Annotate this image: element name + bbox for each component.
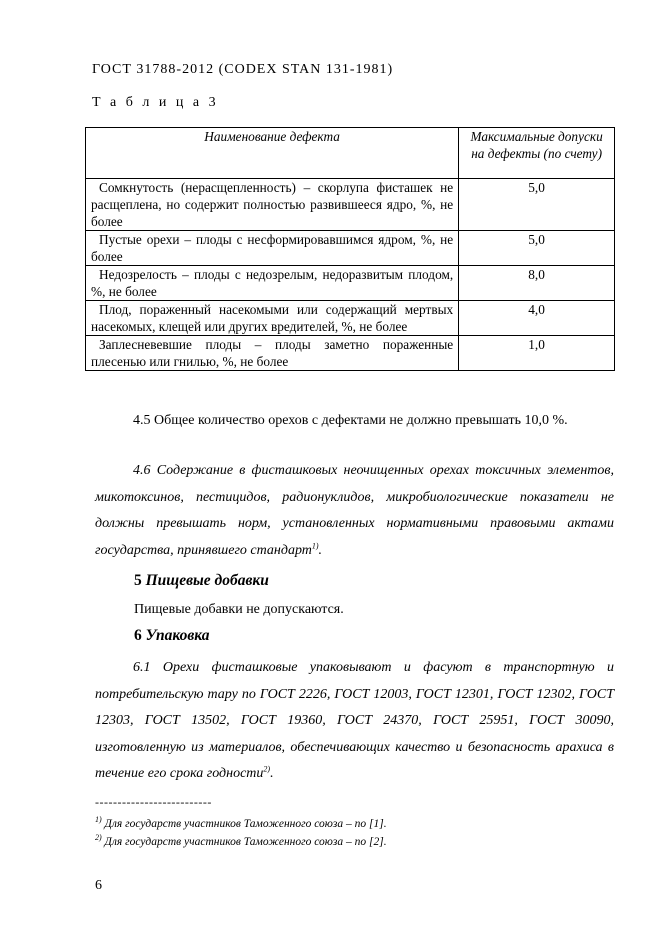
table-header-row — [86, 128, 615, 179]
footnote-1 — [95, 815, 387, 830]
section-5-title: Пищевые добавки — [145, 572, 269, 589]
defect-tolerance: 5,0 — [459, 231, 615, 266]
footnote-mark-1: 1) — [95, 815, 102, 825]
paragraph-4-6 — [95, 458, 614, 564]
column-header-tolerance: Максимальные допуски на дефекты (по счету) — [459, 128, 615, 179]
paragraph-4-6-text: 4.6 Содержание в фисташковых неочищенных орехах токсичных элементов, микотоксинов, пестицидов, радионуклидов, микробиологические показатели не должны превышать норм, установленных нормативными правовыми актами государства, принявшего стандарт — [95, 463, 614, 558]
defects-table — [85, 127, 615, 371]
section-6-title: Упаковка — [145, 627, 210, 644]
defect-tolerance: 8,0 — [459, 266, 615, 301]
column-header-defect: Наименование дефекта — [86, 128, 459, 179]
defect-name: Заплесневевшие плоды – плоды заметно пораженные плесенью или гнилью, %, не более — [86, 336, 459, 371]
section-5-text: Пищевые добавки не допускаются. — [134, 602, 344, 617]
defect-name: Недозрелость – плоды с недозрелым, недоразвитым плодом, %, не более — [86, 266, 459, 301]
table-row — [86, 231, 615, 266]
defect-name: Плод, пораженный насекомыми или содержащий мертвых насекомых, клещей или других вредителей, %, не более — [86, 301, 459, 336]
document-header: ГОСТ 31788-2012 (CODEX STAN 131-1981) — [92, 62, 394, 77]
page-number: 6 — [95, 878, 102, 893]
defect-tolerance: 4,0 — [459, 301, 615, 336]
defect-tolerance: 1,0 — [459, 336, 615, 371]
paragraph-4-6-end: . — [318, 542, 323, 558]
paragraph-6-1-text: 6.1 Орехи фисташковые упаковывают и фасуют в транспортную и потребительскую тару по ГОСТ 2226, ГОСТ 12003, ГОСТ 12301, ГОСТ 12302, ГОСТ 12303, ГОСТ 13502, ГОСТ 19360, ГОСТ 24370, ГОСТ 25951, ГОСТ 30090, изготовленную из материалов, обеспечивающих качество и безопасность арахиса в течение его срока годности — [95, 660, 614, 781]
section-5-number: 5 — [134, 572, 142, 589]
section-5-heading — [134, 572, 269, 590]
footnote-text-2: Для государств участников Таможенного союза – по [2]. — [104, 836, 387, 848]
section-6-heading — [134, 627, 210, 645]
table-row — [86, 266, 615, 301]
footnote-text-1: Для государств участников Таможенного союза – по [1]. — [104, 818, 387, 830]
table-caption: Т а б л и ц а 3 — [92, 95, 219, 110]
table-row — [86, 301, 615, 336]
table-row — [86, 179, 615, 231]
footnote-separator: -------------------------- — [95, 795, 212, 809]
paragraph-6-1-end: . — [270, 766, 274, 781]
defect-name: Сомкнутость (нерасщепленность) – скорлупа фисташек не расщеплена, но содержит полностью развившееся ядро, %, не более — [86, 179, 459, 231]
table-row — [86, 336, 615, 371]
defect-name: Пустые орехи – плоды с несформировавшимся ядром, %, не более — [86, 231, 459, 266]
defect-tolerance: 5,0 — [459, 179, 615, 231]
section-6-number: 6 — [134, 627, 142, 644]
footnote-2 — [95, 833, 387, 848]
paragraph-4-5: 4.5 Общее количество орехов с дефектами не должно превышать 10,0 %. — [133, 413, 568, 428]
paragraph-6-1 — [95, 655, 614, 788]
footnote-ref-2: 2) — [263, 764, 271, 774]
footnote-ref-1: 1) — [311, 540, 319, 550]
footnote-mark-2: 2) — [95, 833, 102, 843]
